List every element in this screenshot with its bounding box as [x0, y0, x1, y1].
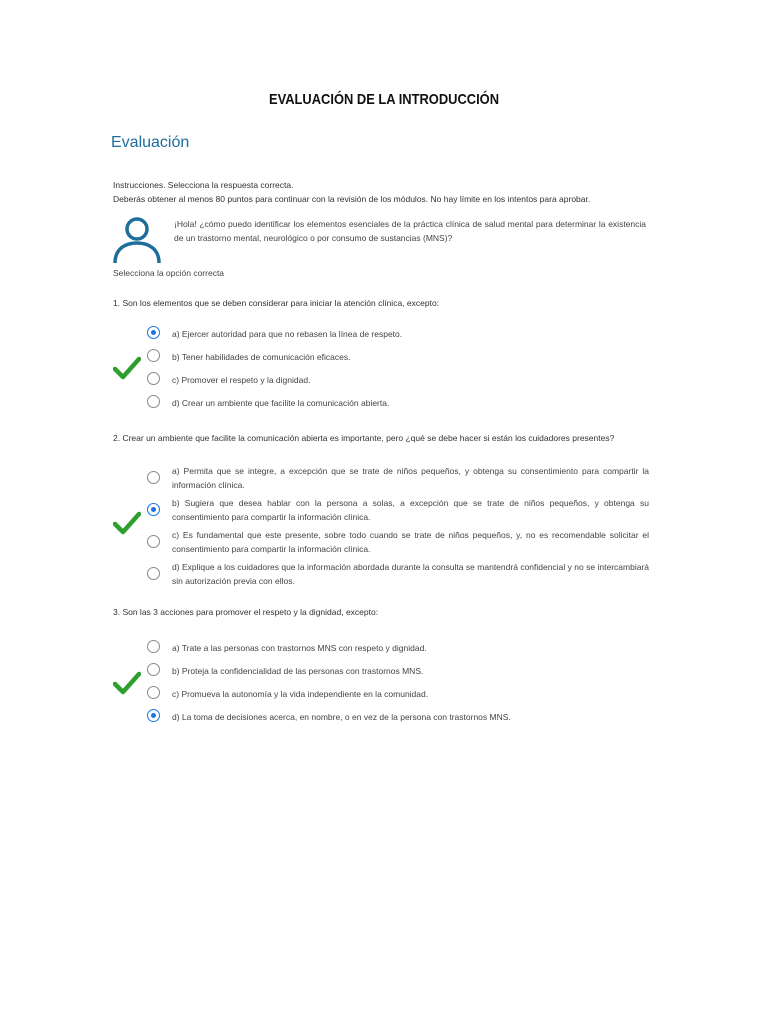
radio-button[interactable] — [147, 349, 160, 362]
checkmark-icon — [113, 671, 141, 695]
instructions-line-1: Instrucciones. Selecciona la respuesta correcta. — [113, 180, 294, 190]
option-label: c) Promover el respeto y la dignidad. — [172, 375, 311, 385]
option-label: a) Ejercer autoridad para que no rebasen la línea de respeto. — [172, 329, 403, 339]
instructions-line-2: Deberás obtener al menos 80 puntos para continuar con la revisión de los módulos. No hay límite en los intentos para aprobar. — [113, 194, 591, 204]
radio-button-selected[interactable] — [147, 503, 160, 516]
option-label: b) Proteja la confidencialidad de las personas con trastornos MNS. — [172, 666, 424, 676]
radio-button[interactable] — [147, 686, 160, 699]
option-label: a) Trate a las personas con trastornos MNS con respeto y dignidad. — [172, 643, 427, 653]
radio-button[interactable] — [147, 640, 160, 653]
question-2-text: 2. Crear un ambiente que facilite la comunicación abierta es importante, pero ¿qué se debe hacer si están los cuidadores presentes? — [113, 433, 615, 443]
option-label: d) Explique a los cuidadores que la información abordada durante la consulta se mantendrá confidencial y no se intercambiará sin autorización previa con ellos. — [172, 562, 649, 586]
select-prompt: Selecciona la opción correcta — [113, 268, 225, 278]
section-heading: Evaluación — [111, 134, 190, 151]
checkmark-icon — [113, 511, 141, 535]
radio-button-selected[interactable] — [147, 326, 160, 339]
radio-button-selected[interactable] — [147, 709, 160, 722]
user-avatar-icon — [111, 215, 163, 267]
bot-message: ¡Hola! ¿cómo puedo identificar los elementos esenciales de la práctica clínica de salud mental para determinar la existencia de un trastorno mental, neurológico o por consumo de sustancias (MNS)? — [174, 219, 646, 243]
option-label: a) Permita que se integre, a excepción que se trate de niños pequeños, y obtenga su consentimiento para compartir la información clínica. — [172, 466, 649, 490]
radio-button[interactable] — [147, 471, 160, 484]
option-label: d) Crear un ambiente que facilite la comunicación abierta. — [172, 398, 390, 408]
option-label: c) Es fundamental que este presente, sobre todo cuando se trate de niños pequeños, y, no es recomendable solicitar el consentimiento para compartir la información clínica. — [172, 530, 649, 554]
option-label: d) La toma de decisiones acerca, en nombre, o en vez de la persona con trastornos MNS. — [172, 712, 511, 722]
page-title: EVALUACIÓN DE LA INTRODUCCIÓN — [268, 91, 500, 108]
option-label: b) Tener habilidades de comunicación eficaces. — [172, 352, 351, 362]
radio-button[interactable] — [147, 567, 160, 580]
radio-button[interactable] — [147, 663, 160, 676]
option-label: c) Promueva la autonomía y la vida independiente en la comunidad. — [172, 689, 429, 699]
radio-button[interactable] — [147, 535, 160, 548]
question-1-text: 1. Son los elementos que se deben considerar para iniciar la atención clínica, excepto: — [113, 298, 440, 308]
option-label: b) Sugiera que desea hablar con la persona a solas, a excepción que se trate de niños pequeños, y obtenga su consentimiento para compartir la información clínica. — [172, 498, 649, 522]
question-3-text: 3. Son las 3 acciones para promover el respeto y la dignidad, excepto: — [113, 607, 379, 617]
radio-button[interactable] — [147, 395, 160, 408]
radio-button[interactable] — [147, 372, 160, 385]
checkmark-icon — [113, 356, 141, 380]
